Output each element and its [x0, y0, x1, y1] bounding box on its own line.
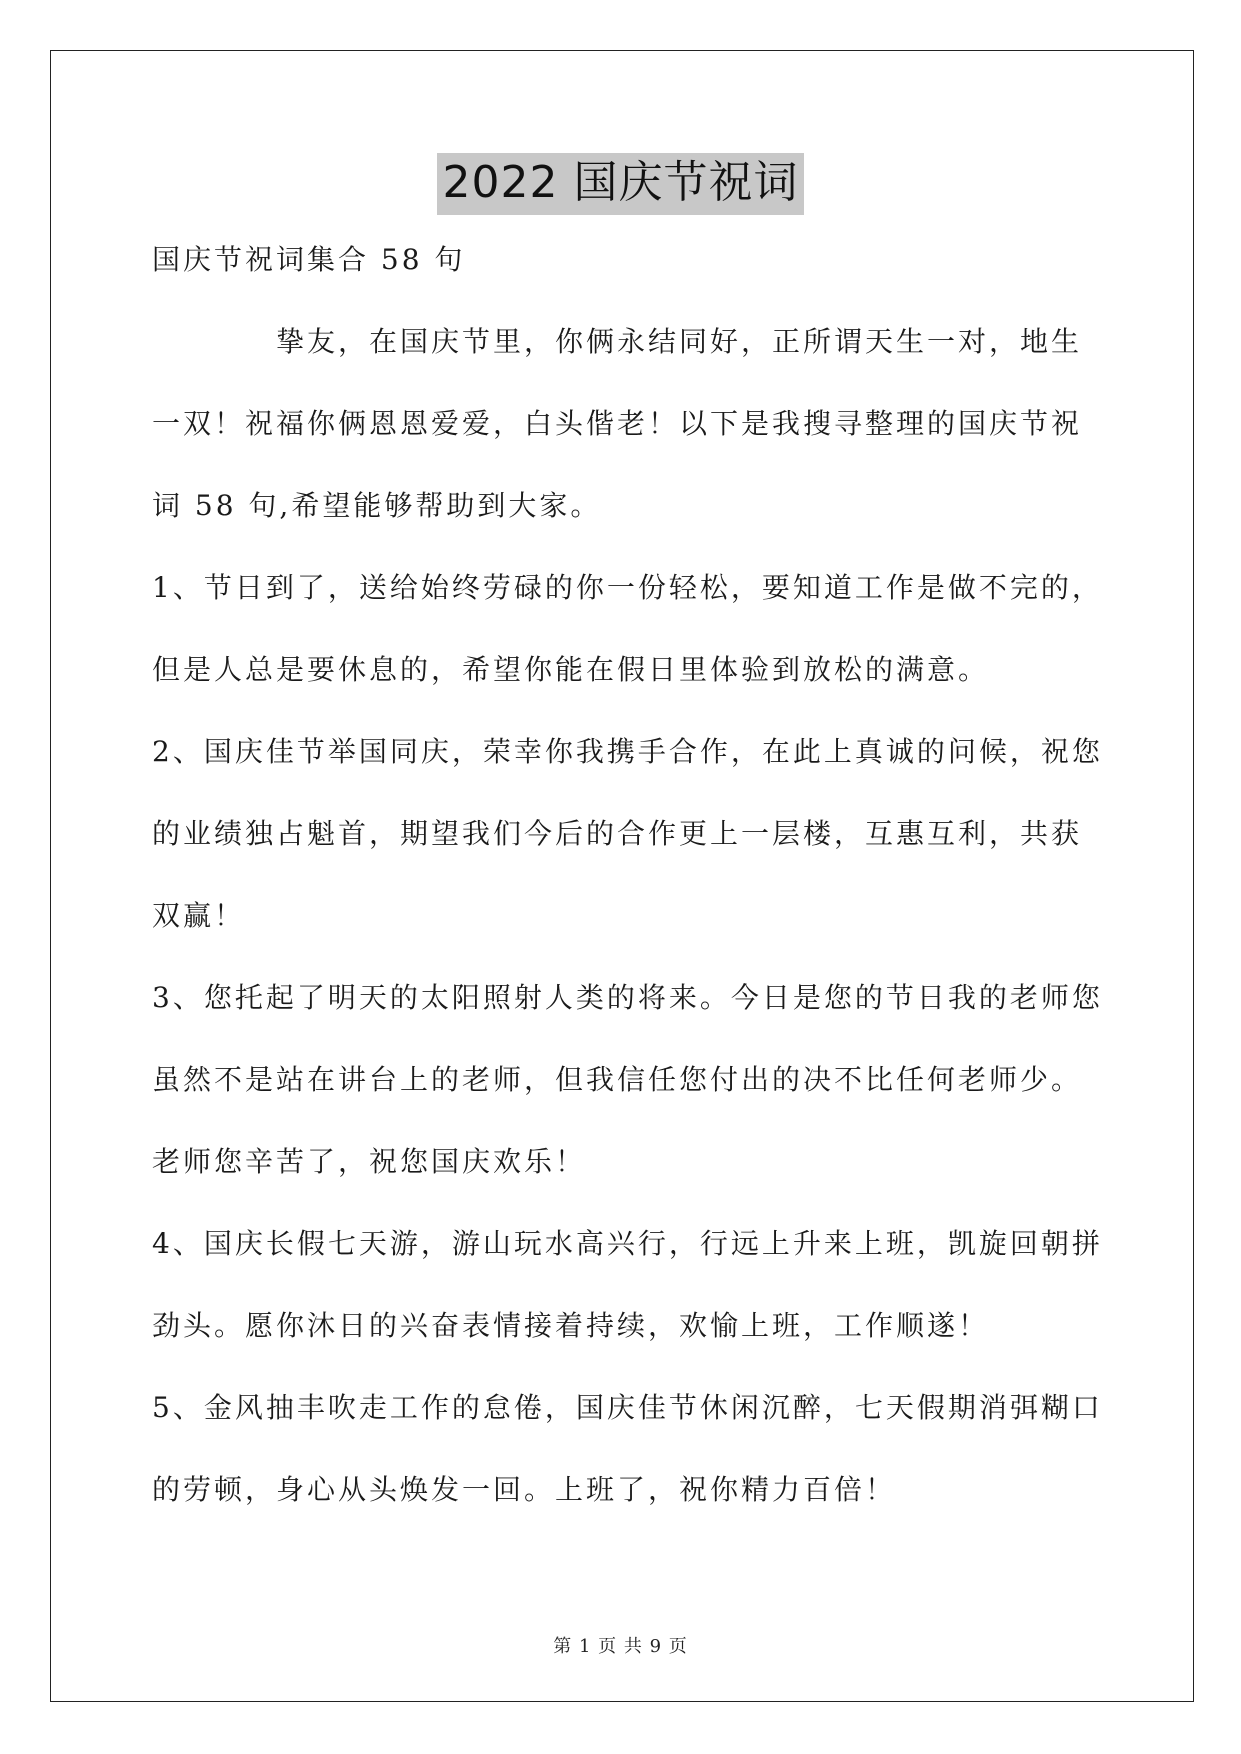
body-line: 劲头。愿你沐日的兴奋表情接着持续，欢愉上班，工作顺遂！ — [152, 1309, 990, 1342]
page-footer: 第 1 页 共 9 页 — [553, 1636, 688, 1657]
body-line: 国庆节祝词集合 58 句 — [152, 243, 466, 276]
body-line: 5、金风抽丰吹走工作的怠倦，国庆佳节休闲沉醉，七天假期消弭糊口 — [152, 1391, 1103, 1424]
body-line: 的劳顿，身心从头焕发一回。上班了，祝你精力百倍！ — [152, 1473, 897, 1506]
body-line: 一双！祝福你俩恩恩爱爱，白头偕老！以下是我搜寻整理的国庆节祝 — [152, 407, 1083, 440]
body-line: 老师您辛苦了，祝您国庆欢乐！ — [152, 1145, 587, 1178]
body-line: 挚友，在国庆节里，你俩永结同好，正所谓天生一对，地生 — [276, 325, 1083, 358]
body-line: 4、国庆长假七天游，游山玩水高兴行，行远上升来上班，凯旋回朝拼 — [152, 1227, 1103, 1260]
body-line: 词 58 句,希望能够帮助到大家。 — [152, 489, 602, 522]
body-line: 2、国庆佳节举国同庆，荣幸你我携手合作，在此上真诚的问候，祝您 — [152, 735, 1103, 768]
body-line: 双赢！ — [152, 899, 246, 932]
body-line: 3、您托起了明天的太阳照射人类的将来。今日是您的节日我的老师您 — [152, 981, 1103, 1014]
body-line: 但是人总是要休息的，希望你能在假日里体验到放松的满意。 — [152, 653, 990, 686]
document-body — [152, 240, 1112, 1552]
body-line: 的业绩独占魁首，期望我们今后的合作更上一层楼，互惠互利，共获 — [152, 817, 1083, 850]
body-line: 虽然不是站在讲台上的老师，但我信任您付出的决不比任何老师少。 — [152, 1063, 1083, 1096]
body-line: 1、节日到了，送给始终劳碌的你一份轻松，要知道工作是做不完的， — [152, 571, 1103, 604]
document-title: 2022 国庆节祝词 — [437, 153, 805, 215]
title-container — [0, 153, 1241, 215]
